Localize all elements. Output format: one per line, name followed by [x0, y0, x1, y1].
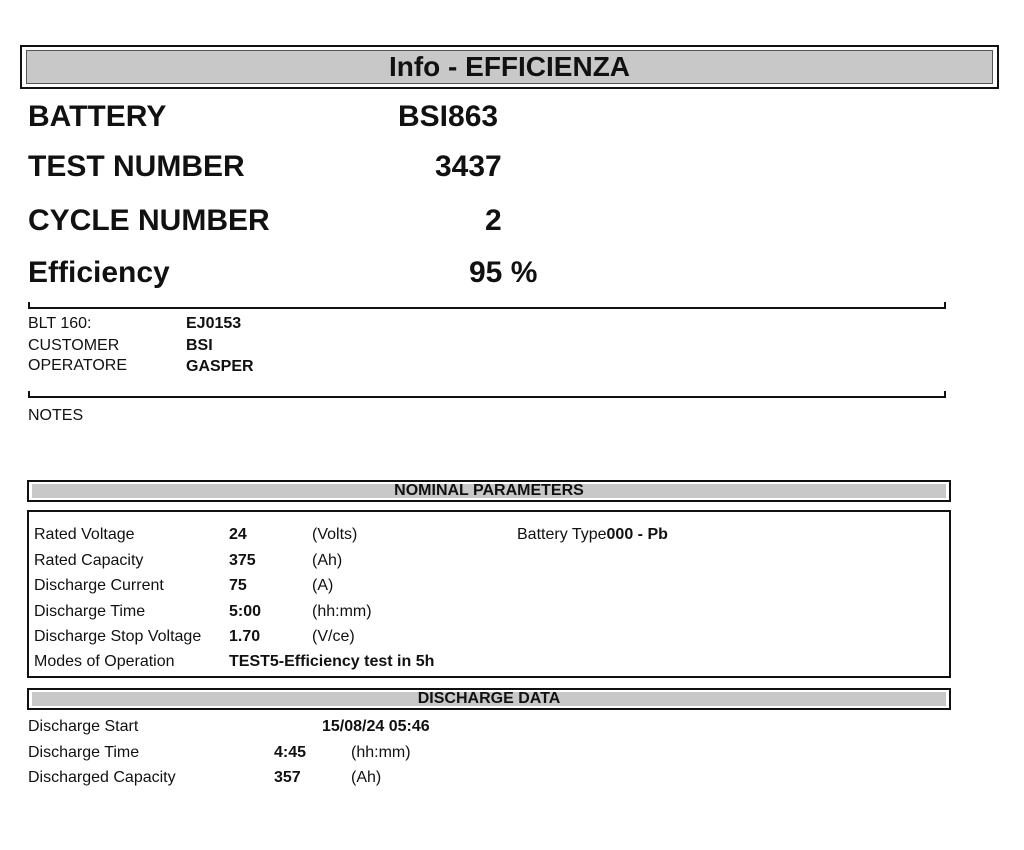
param-label: Rated Capacity [34, 552, 144, 569]
cycle-number-value: 2 [485, 204, 502, 237]
efficiency-label: Efficiency [28, 256, 170, 289]
param-row [34, 628, 934, 652]
battery-label: BATTERY [28, 100, 167, 133]
param-unit: (hh:mm) [312, 603, 372, 620]
discharge-time-row [28, 744, 628, 768]
param-label: Rated Voltage [34, 526, 135, 543]
page-title: Info - EFFICIENZA [26, 50, 993, 84]
test-number-label: TEST NUMBER [28, 150, 245, 183]
efficiency-value [469, 256, 537, 290]
param-value: TEST5-Efficiency test in 5h [229, 653, 435, 670]
discharge-time-unit: (hh:mm) [351, 744, 411, 761]
battery-value: BSI863 [398, 100, 499, 133]
param-row [34, 603, 934, 627]
notes-label: NOTES [28, 407, 84, 424]
param-value: 75 [229, 577, 247, 594]
nominal-parameters-box [27, 510, 951, 678]
param-value: 375 [229, 552, 256, 569]
operator-label: OPERATORE [28, 357, 127, 374]
title-banner [20, 45, 999, 89]
param-unit: (Volts) [312, 526, 358, 543]
efficiency-number: 95 [469, 256, 503, 289]
param-unit: (V/ce) [312, 628, 355, 645]
battery-type-value: 000 - Pb [606, 526, 668, 543]
separator-bottom [28, 391, 946, 398]
battery-type-label: Battery Type [517, 526, 607, 543]
param-value: 1.70 [229, 628, 261, 645]
discharged-capacity-label: Discharged Capacity [28, 769, 176, 786]
cycle-number-label: CYCLE NUMBER [28, 204, 270, 237]
discharged-capacity-value: 357 [274, 769, 301, 786]
param-row [34, 552, 934, 576]
nominal-parameters-title: NOMINAL PARAMETERS [32, 484, 946, 498]
discharged-capacity-row [28, 769, 628, 793]
customer-label: CUSTOMER [28, 337, 120, 354]
nominal-parameters-header [27, 480, 951, 502]
customer-value: BSI [186, 337, 213, 354]
discharge-time-value: 4:45 [274, 744, 307, 761]
blt-value: EJ0153 [186, 315, 242, 332]
separator-top [28, 302, 946, 309]
discharged-capacity-unit: (Ah) [351, 769, 382, 786]
test-number-value: 3437 [435, 150, 502, 183]
param-label: Modes of Operation [34, 653, 175, 670]
discharge-start-value: 15/08/24 05:46 [322, 718, 430, 735]
param-row [34, 653, 934, 677]
discharge-time-label: Discharge Time [28, 744, 140, 761]
param-row [34, 526, 934, 550]
param-unit: (Ah) [312, 552, 343, 569]
param-value: 5:00 [229, 603, 262, 620]
param-unit: (A) [312, 577, 334, 594]
discharge-data-header [27, 688, 951, 710]
efficiency-unit: % [510, 256, 538, 289]
operator-value: GASPER [186, 358, 254, 375]
blt-label: BLT 160: [28, 315, 92, 332]
param-label: Discharge Current [34, 577, 164, 594]
discharge-start-row [28, 718, 628, 742]
param-label: Discharge Time [34, 603, 146, 620]
param-label: Discharge Stop Voltage [34, 628, 202, 645]
param-value: 24 [229, 526, 247, 543]
discharge-start-label: Discharge Start [28, 718, 139, 735]
discharge-data-title: DISCHARGE DATA [32, 692, 946, 706]
param-row [34, 577, 934, 601]
battery-type [517, 526, 668, 544]
